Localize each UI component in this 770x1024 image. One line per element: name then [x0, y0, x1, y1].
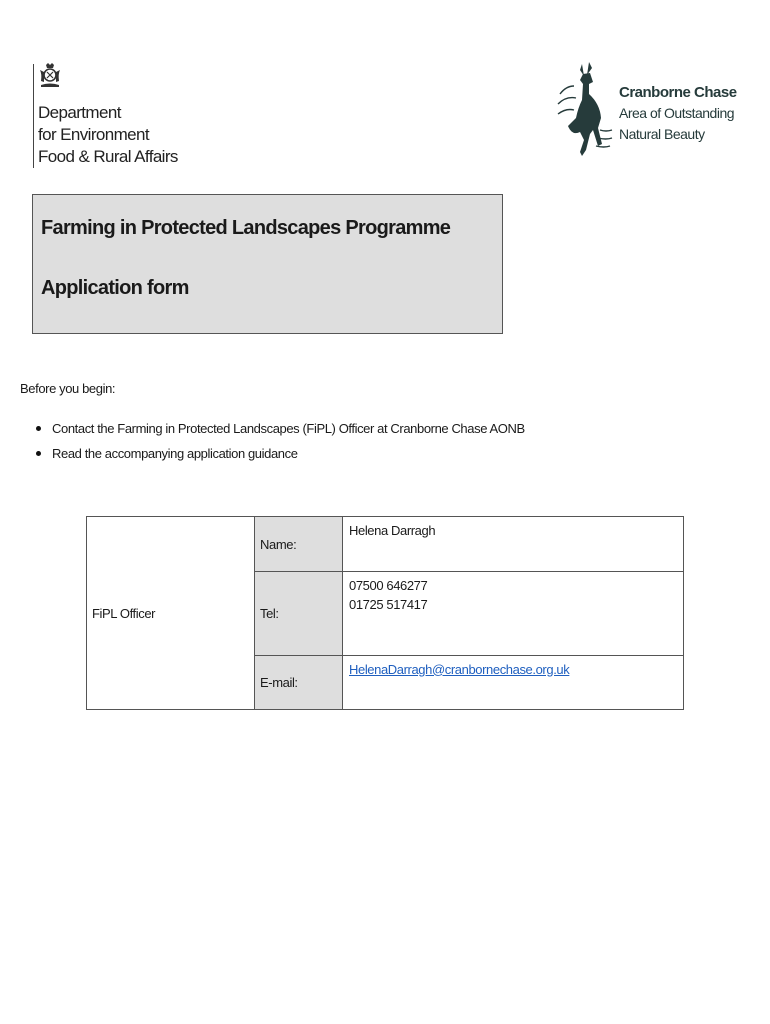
- tel-label: Tel:: [255, 572, 343, 655]
- email-value: [343, 655, 684, 709]
- list-item: [36, 420, 525, 445]
- officer-name: Helena Darragh: [349, 523, 436, 538]
- intro-text: Before you begin:: [20, 381, 116, 396]
- bullet-text: Read the accompanying application guidance: [52, 446, 298, 461]
- title-box: [32, 194, 503, 334]
- defra-line-2: for Environment: [38, 125, 149, 144]
- officer-contact-table: [86, 516, 684, 710]
- table-row: [87, 517, 684, 572]
- phone-mobile: 07500 646277: [349, 578, 428, 594]
- name-label: Name:: [255, 517, 343, 572]
- defra-line-3: Food & Rural Affairs: [38, 147, 178, 166]
- bullet-icon: [36, 451, 41, 456]
- cranborne-chase-logo: [556, 60, 756, 160]
- cranborne-subtitle-line-1: Area of Outstanding: [619, 105, 735, 121]
- phone-landline: 01725 517417: [349, 597, 428, 613]
- email-link[interactable]: HelenaDarragh@cranbornechase.org.uk: [349, 661, 570, 677]
- bullet-list: [36, 420, 525, 470]
- cranborne-chase-text: [619, 82, 737, 145]
- page-subtitle: Application form: [41, 277, 189, 299]
- list-item: [36, 445, 525, 470]
- email-label: E-mail:: [255, 655, 343, 709]
- role-cell: FiPL Officer: [87, 517, 255, 710]
- defra-logo-rule: [33, 64, 34, 168]
- name-value: [343, 517, 684, 572]
- tel-value: [343, 572, 684, 655]
- cranborne-subtitle-line-2: Natural Beauty: [619, 126, 705, 142]
- page-title: Farming in Protected Landscapes Programme: [41, 217, 451, 239]
- cranborne-chase-name: Cranborne Chase: [619, 84, 737, 101]
- bullet-icon: [36, 426, 41, 431]
- bullet-text: Contact the Farming in Protected Landscapes (FiPL) Officer at Cranborne Chase AONB: [52, 421, 525, 436]
- defra-logo-text: [38, 102, 178, 168]
- defra-line-1: Department: [38, 103, 121, 122]
- royal-coat-of-arms-icon: [38, 62, 62, 88]
- deer-icon: [556, 60, 616, 160]
